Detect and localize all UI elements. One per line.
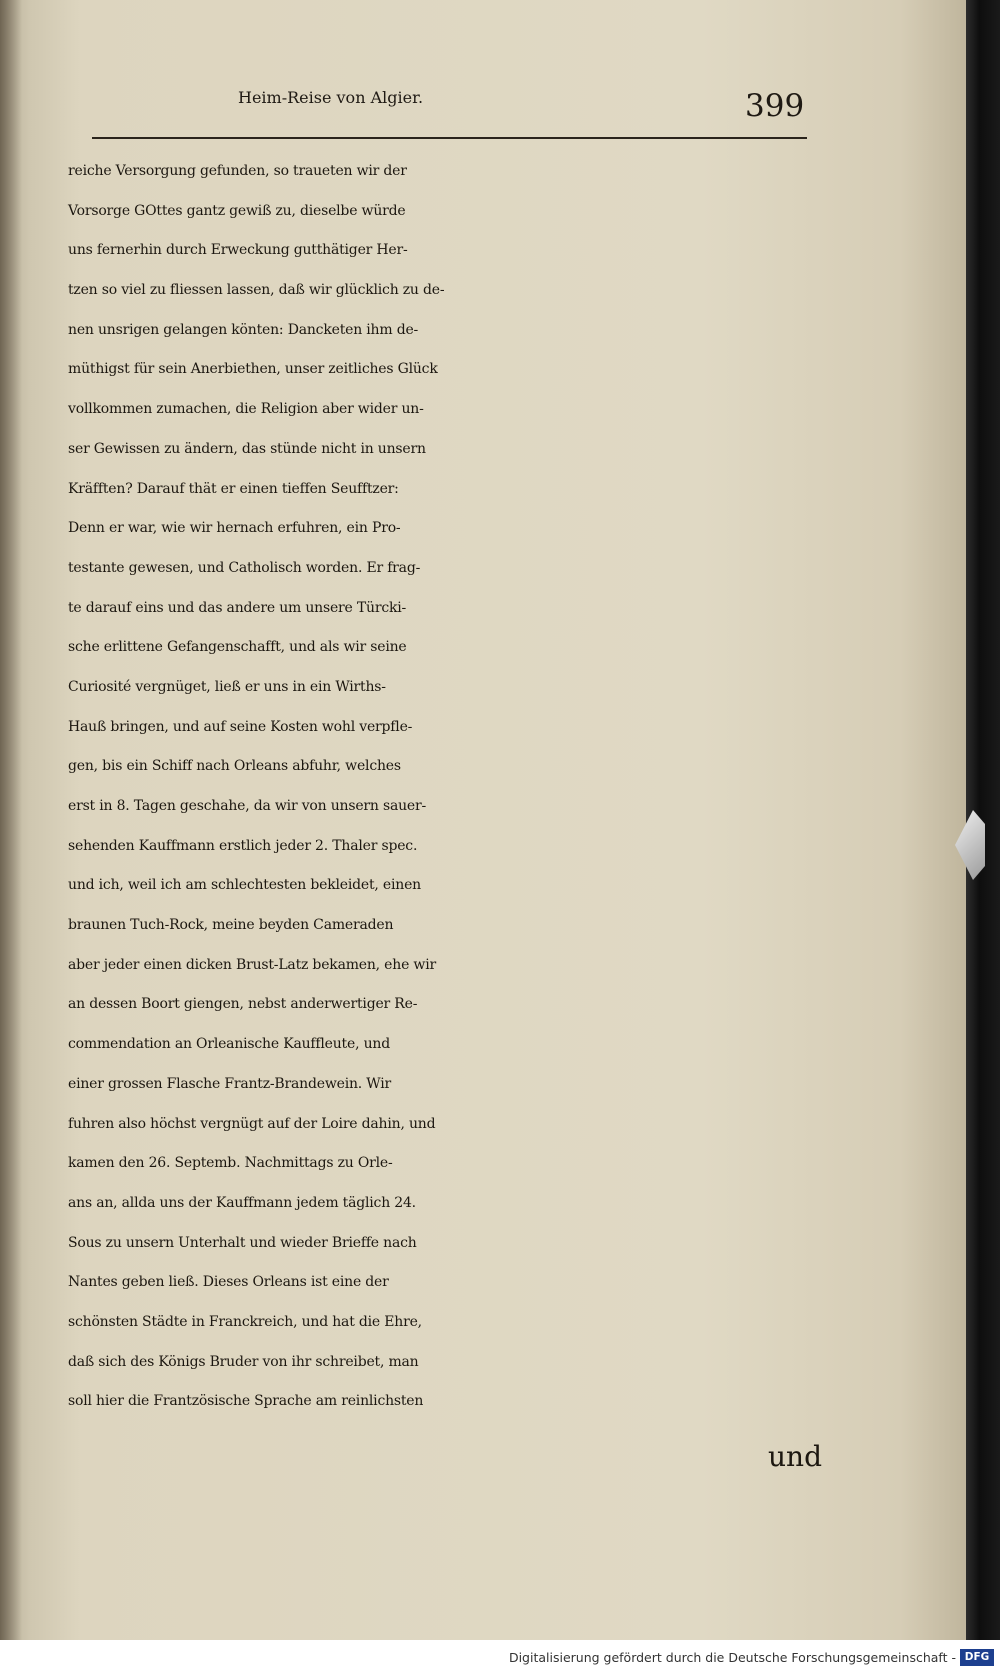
text-line: und ich, weil ich am schlechtesten bekleidet, einen (68, 877, 421, 894)
text-line: sche erlittene Gefangenschafft, und als wir seine (68, 639, 407, 656)
text-line: te darauf eins und das andere um unsere Türcki- (68, 599, 407, 616)
text-line: nen unsrigen gelangen könten: Dancketen ihm de- (68, 321, 419, 338)
text-line: testante gewesen, und Catholisch worden. Er frag- (68, 559, 421, 576)
text-line: Sous zu unsern Unterhalt und wieder Brieffe nach (68, 1234, 417, 1251)
digitization-footer (0, 1640, 1000, 1675)
text-line: gen, bis ein Schiff nach Orleans abfuhr, welches (68, 758, 401, 775)
text-line: aber jeder einen dicken Brust-Latz bekamen, ehe wir (68, 956, 436, 973)
text-line: Hauß bringen, und auf seine Kosten wohl verpfle- (68, 718, 413, 735)
text-line: müthigst für sein Anerbiethen, unser zeitliches Glück (68, 361, 438, 378)
text-line: einer grossen Flasche Frantz-Brandewein. Wir (68, 1075, 391, 1092)
text-line: daß sich des Königs Bruder von ihr schreibet, man (68, 1353, 419, 1370)
body-text (68, 152, 828, 1422)
text-line: kamen den 26. Septemb. Nachmittags zu Orle- (68, 1155, 393, 1172)
text-line: Vorsorge GOttes gantz gewiß zu, dieselbe würde (68, 202, 406, 219)
text-line: sehenden Kauffmann erstlich jeder 2. Thaler spec. (68, 837, 418, 854)
text-line: Denn er war, wie wir hernach erfuhren, ein Pro- (68, 520, 401, 537)
text-line: reiche Versorgung gefunden, so traueten wir der (68, 163, 407, 179)
text-line: an dessen Boort giengen, nebst anderwertiger Re- (68, 996, 418, 1013)
text-line: schönsten Städte in Franckreich, und hat die Ehre, (68, 1313, 422, 1330)
header-rule (92, 137, 807, 139)
funding-credit: Digitalisierung gefördert durch die Deutsche Forschungsgemeinschaft - (508, 1650, 956, 1665)
text-line: ser Gewissen zu ändern, das stünde nicht in unsern (68, 440, 426, 457)
text-line: ans an, allda uns der Kauffmann jedem täglich 24. (68, 1194, 416, 1211)
text-line: fuhren also höchst vergnügt auf der Loire dahin, und (68, 1115, 436, 1132)
text-line: uns fernerhin durch Erweckung gutthätiger Her- (68, 242, 408, 259)
text-line: Nantes geben ließ. Dieses Orleans ist eine der (68, 1274, 389, 1291)
dfg-logo: DFG (960, 1649, 994, 1666)
catchword: und (768, 1440, 822, 1473)
text-line: commendation an Orleanische Kauffleute, und (68, 1036, 390, 1053)
text-line: soll hier die Frantzösische Sprache am reinlichsten (68, 1393, 424, 1410)
page-gutter-shadow (0, 0, 22, 1640)
text-line: braunen Tuch-Rock, meine beyden Cameraden (68, 917, 394, 934)
text-line: erst in 8. Tagen geschahe, da wir von unsern sauer- (68, 798, 427, 814)
text-line: Kräfften? Darauf thät er einen tieffen Seufftzer: (68, 480, 399, 497)
text-line: Curiosité vergnüget, ließ er uns in ein Wirths- (68, 678, 386, 695)
running-title: Heim-Reise von Algier. (238, 88, 424, 107)
page-number: 399 (745, 88, 805, 124)
text-line: vollkommen zumachen, die Religion aber wider un- (68, 401, 424, 418)
text-line: tzen so viel zu fliessen lassen, daß wir glücklich zu de- (68, 282, 445, 299)
